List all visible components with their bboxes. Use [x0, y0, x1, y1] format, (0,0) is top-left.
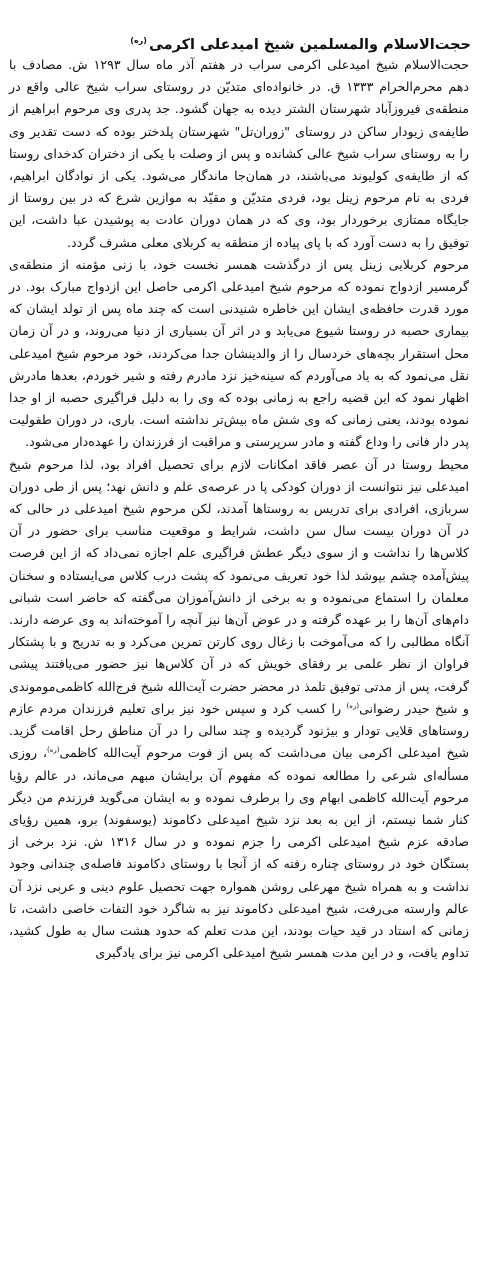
paragraph-3-text-a: محیط روستا در آن عصر فاقد امکانات لازم برای تحصیل افراد بود، لذا مرحوم شیخ امیدعلی نیز نتوانست از دوران کودکی پا در عرصه‌ی علم و دانش نهد؛ پس از طی دوران سربازی، افرادی برای تدریس به روستاها آمدند، لکن مرحوم شیخ امیدعلی در حالی که در آن دوران بیست سال سن داشت، شرایط و موقعیت مناسب برای حضور در آن کلاس‌ها را نداشت و از سوی دیگر عطش فراگیری علم اجازه نمی‌داد که از این فرصت پیش‌آمده چشم بپوشد لذا خود تعریف می‌نمود که پشت درب کلاس می‌ایستاده و سخنان معلمان را استماع می‌نموده و به برخی از دانش‌آموزان می‌گفته که حاضر است شبانی دام‌های آن‌ها را بر عهده گرفته و در عوض آن‌ها نیز آنچه را آموخته‌اند به وی عرضه دارند. آنگاه مطالبی را که می‌آموخت با زغال روی کارتن تمرین می‌کرد و به تدریج و با پشتکار فراوان از نظر علمی بر رفقای خویش که در آن کلاس‌ها نیز حضور می‌یافتند پیشی گرفت، پس از مدتی توفیق تلمذ در محضر حضرت آیت‌الله شیخ فرج‌الله کاظمی‌موموندی و شیخ حیدر رضوانی	[9, 456, 469, 716]
paragraph-3	[9, 454, 469, 965]
honorific-kazemi: (ره)	[46, 746, 60, 755]
title-honorific: (ره)	[130, 36, 147, 45]
article-title	[8, 30, 471, 56]
honorific-rezvani: (ره)	[346, 701, 360, 710]
paragraph-1: حجت‌الاسلام شیخ امیدعلی اکرمی سراب در هفتم آذر ماه سال ۱۲۹۳ ش. مصادف با دهم محرم‌الحرام ۱۳۳۳ ق. در خانواده‌ای متدیّن در روستای سراب شیخ عالی واقع در منطقه‌ی فیروزآباد شهرستان الشتر دیده به جهان گشود. جد پدری وی مرحوم ابراهیم از طایفه‌ی زیودار ساکن در روستای "زوران‌تل" شهرستان پلدختر بوده که دست تقدیر وی را به روستای سراب شیخ عالی کشانده و پس از وصلت با یکی از دختران کدخدای روستا که از طایفه‌ی کولیوند می‌باشند، در همان‌جا ماندگار می‌شود. یکی از نوادگان ابراهیم، فردی به نام مرحوم زینل بود، فردی متدیّن و مقیّد به موازین شرع که در بین روستا از جایگاه ممتازی برخوردار بود، وی که در همان دوران عادت به پوشیدن عبا داشت، این توفیق را به دست آورد که با پای پیاده از منطقه به کربلای معلی مشرف گردد.	[9, 57, 469, 250]
title-text: حجت‌الاسلام والمسلمین شیخ امیدعلی اکرمی	[148, 36, 471, 53]
paragraph-2: مرحوم کربلایی زینل پس از درگذشت همسر نخست خود، با زنی مؤمنه از منطقه‌ی گرمسیر ازدواج نموده که مرحوم شیخ امیدعلی اکرمی حاصل این ازدواج مبارک بود. در مورد قدرت حافظه‌ی ایشان این خاطره شنیدنی است که چند ماه پس از تولد ایشان که بیماری حصبه در روستا شیوع می‌یابد و در اثر آن بسیاری از دنیا می‌روند، و در آن زمان محل استقرار بچه‌های خردسال را از والدینشان جدا می‌کردند، خود مرحوم شیخ امیدعلی نقل می‌نمود که به یاد می‌آوردم که سینه‌خیز نزد مادرم رفته و شیر خوردم، بعدها مادرش اظهار نمود که این قضیه راجع به زمانی بوده که وی را به دلیل فراگیری حصبه از او جدا نموده بودند، یعنی زمانی که وی شش ماه بیش‌تر نداشته است. باری، در دوران طفولیت پدر دار فانی را وداع گفته و مادر سرپرستی و مراقبت از فرزندان را عهده‌دار می‌شود.	[9, 256, 469, 450]
paragraph-3-text-b: را کسب کرد و سپس خود نیز برای تعلیم فرزندان مردم عازم روستاهای قلایی تودار و بیژنود گردیده و چند سالی را در آن مناطق رحل اقامت گزید. شیخ امیدعلی اکرمی بیان می‌داشت که پس از فوت مرحوم آیت‌الله کاظمی	[9, 700, 470, 761]
article-body	[9, 54, 469, 964]
paragraph-3-text-c: ، روزی مسأله‌ای شرعی را مطالعه نموده که مفهوم آن برایشان مبهم می‌ماند، در عالم رؤیا مرحوم آیت‌الله کاظمی ابهام وی را برطرف نموده و به ایشان می‌گوید فرزندم من دیگر کنار شما نیستم، از این به بعد نزد شیخ امیدعلی دکاموند (یوسفوند) برو، همین رؤیای صادقه عزم شیخ امیدعلی اکرمی را جزم نموده و در سال ۱۳۱۶ ش. نزد برخی از بستگان خود در روستای چناره رفته که از آنجا با روستای دکاموند فاصله‌ی چندانی وجود نداشت و به همراه شیخ مهرعلی روشن همواره جهت تحصیل علوم دینی و عربی نزد آن عالم وارسته می‌رفت، شیخ امیدعلی دکاموند نیز به شاگرد خود التفات خاصی داشت، تا زمانی که استاد در قید حیات بودند، این مدت تعلم که حدود هشت سال به طول کشید، تداوم یافت، و در این مدت همسر شیخ امیدعلی اکرمی نیز برای یادگیری	[9, 745, 469, 961]
